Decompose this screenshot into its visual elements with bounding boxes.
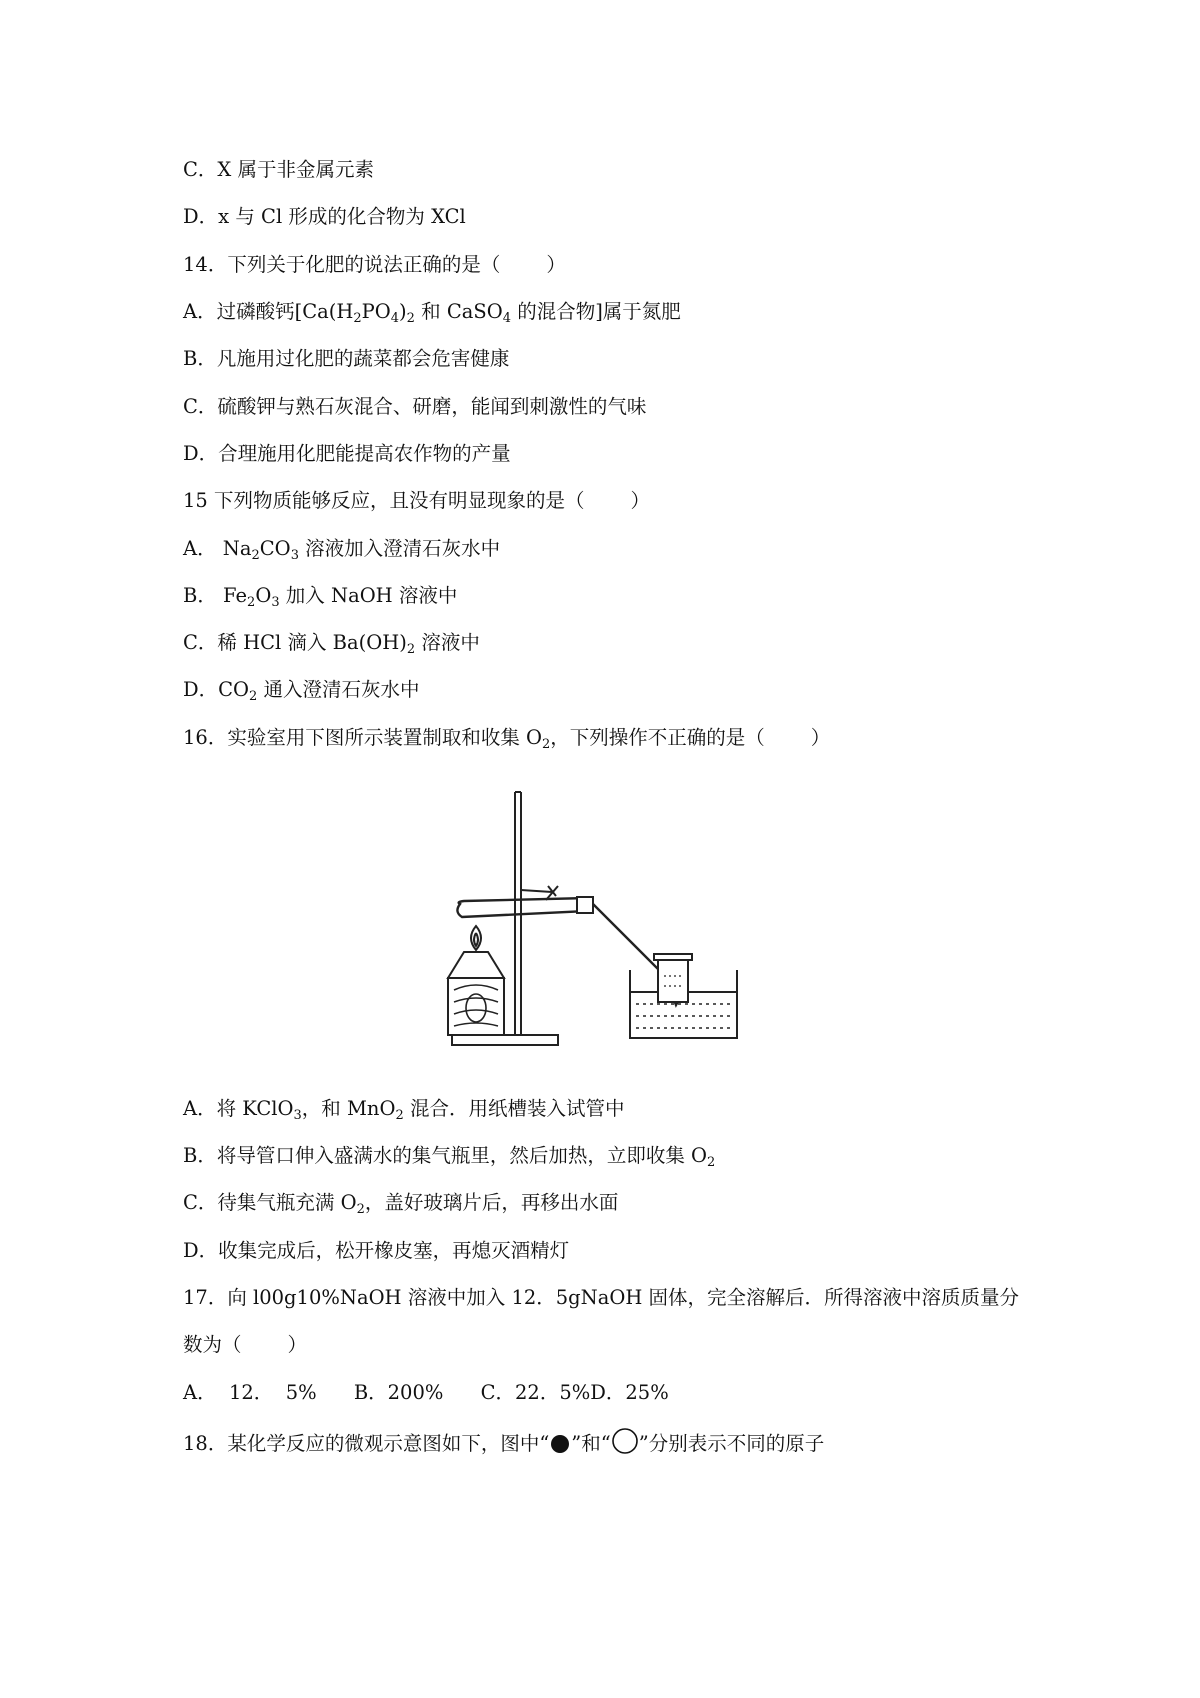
q16-a-sub: 3 bbox=[293, 1108, 302, 1123]
q16-a-sub: 2 bbox=[395, 1108, 404, 1123]
q14-option-b: B．凡施用过化肥的蔬菜都会危害健康 bbox=[183, 347, 510, 370]
q15-option-a bbox=[183, 536, 500, 562]
q15-a-part2: CO bbox=[259, 537, 291, 560]
q14-option-d: D．合理施用化肥能提高农作物的产量 bbox=[183, 442, 511, 465]
hollow-atom-icon bbox=[611, 1427, 639, 1455]
q18-stem-part1: 18．某化学反应的微观示意图如下，图中“ bbox=[183, 1432, 550, 1455]
q16-stem-sub: 2 bbox=[542, 737, 551, 752]
q14-option-c: C．硫酸钾与熟石灰混合、研磨，能闻到刺激性的气味 bbox=[183, 395, 647, 418]
q16-stem bbox=[183, 725, 830, 751]
q14-option-a bbox=[183, 299, 681, 325]
q17-stem-line2 bbox=[183, 1332, 307, 1358]
q14-a-part4: 和 CaSO bbox=[414, 300, 503, 323]
q16-b-part1: B．将导管口伸入盛满水的集气瓶里，然后加热，立即收集 O bbox=[183, 1144, 708, 1167]
q14-a-sub: 4 bbox=[390, 311, 400, 326]
q13-option-c: C．X 属于非金属元素 bbox=[183, 158, 375, 181]
q17-options: A． 12． 5% B．200% C．22．5%D．25% bbox=[183, 1381, 669, 1404]
q15-b-part1: B． Fe bbox=[183, 584, 248, 607]
q16-a-part1: A．将 KClO bbox=[183, 1097, 294, 1120]
q17-stem-line1: 17．向 l00g10%NaOH 溶液中加入 12．5gNaOH 固体，完全溶解后．所得溶液中溶质质量分 bbox=[183, 1286, 1020, 1309]
q16-option-b bbox=[183, 1143, 715, 1169]
q17-stem-end: ） bbox=[287, 1333, 308, 1356]
gas-jar bbox=[658, 958, 688, 1002]
q15-stem-text: 15 下列物质能够反应，且没有明显现象的是（ bbox=[183, 489, 585, 512]
stand-base bbox=[452, 1035, 558, 1045]
q18-stem-part3: ”分别表示不同的原子 bbox=[638, 1432, 825, 1455]
q16-option-d: D．收集完成后，松开橡皮塞，再熄灭酒精灯 bbox=[183, 1239, 570, 1262]
q16-option-c bbox=[183, 1190, 618, 1216]
q16-b-sub: 2 bbox=[707, 1155, 716, 1170]
q15-d-sub: 2 bbox=[249, 689, 258, 704]
q14-stem-text: 14．下列关于化肥的说法正确的是（ bbox=[183, 253, 501, 276]
q15-d-part1: D．CO bbox=[183, 678, 250, 701]
q16-c-part2: ，盖好玻璃片后，再移出水面 bbox=[364, 1191, 619, 1214]
lamp-cap bbox=[448, 952, 504, 978]
q16-a-part3: 混合．用纸槽装入试管中 bbox=[403, 1097, 625, 1120]
q14-a-sub: 2 bbox=[353, 311, 362, 326]
q18-stem bbox=[183, 1427, 824, 1457]
q16-option-a bbox=[183, 1096, 624, 1122]
q17-stem-line2-text: 数为（ bbox=[183, 1333, 242, 1356]
q16-stem-end: ） bbox=[810, 726, 831, 749]
q15-a-sub: 2 bbox=[251, 548, 260, 563]
q16-stem-part2: ，下列操作不正确的是（ bbox=[550, 726, 765, 749]
q15-c-part1: C．稀 HCl 滴入 Ba(OH) bbox=[183, 631, 407, 654]
q15-b-sub: 3 bbox=[271, 595, 280, 610]
q15-a-sub: 3 bbox=[290, 548, 299, 563]
q15-stem-end: ） bbox=[630, 489, 651, 512]
q14-a-part3: ) bbox=[399, 300, 407, 323]
q15-stem bbox=[183, 488, 650, 514]
q14-a-part5: 的混合物]属于氮肥 bbox=[511, 300, 681, 323]
oxygen-apparatus-diagram bbox=[440, 780, 770, 1060]
q15-b-part3: 加入 NaOH 溶液中 bbox=[279, 584, 458, 607]
q16-c-sub: 2 bbox=[356, 1202, 365, 1217]
q15-option-b bbox=[183, 583, 457, 609]
q14-stem-end: ） bbox=[546, 253, 566, 276]
q16-stem-part1: 16．实验室用下图所示装置制取和收集 O bbox=[183, 726, 542, 749]
test-tube bbox=[457, 898, 588, 917]
q15-b-sub: 2 bbox=[247, 595, 256, 610]
q14-a-part2: PO bbox=[361, 300, 391, 323]
q15-b-part2: O bbox=[255, 584, 272, 607]
q13-option-d: D．x 与 Cl 形成的化合物为 XCl bbox=[183, 205, 466, 228]
filled-atom-icon bbox=[549, 1433, 571, 1455]
q15-option-d bbox=[183, 677, 420, 703]
q16-a-part2: ，和 MnO bbox=[301, 1097, 396, 1120]
lamp-body bbox=[448, 978, 504, 1035]
q14-a-part1: A．过磷酸钙[Ca(H bbox=[183, 300, 354, 323]
q14-stem bbox=[183, 252, 566, 278]
rubber-stopper bbox=[577, 897, 593, 913]
q15-a-part3: 溶液加入澄清石灰水中 bbox=[298, 537, 501, 560]
q15-c-part2: 溶液中 bbox=[415, 631, 480, 654]
q15-option-c bbox=[183, 630, 480, 656]
q15-a-part1: A． Na bbox=[183, 537, 252, 560]
q15-c-sub: 2 bbox=[406, 642, 416, 657]
q14-a-sub: 2 bbox=[406, 311, 415, 326]
q15-d-part2: 通入澄清石灰水中 bbox=[257, 678, 420, 701]
q18-stem-part2: ”和“ bbox=[571, 1432, 611, 1455]
q14-a-sub: 4 bbox=[502, 311, 511, 326]
q16-c-part1: C．待集气瓶充满 O bbox=[183, 1191, 357, 1214]
